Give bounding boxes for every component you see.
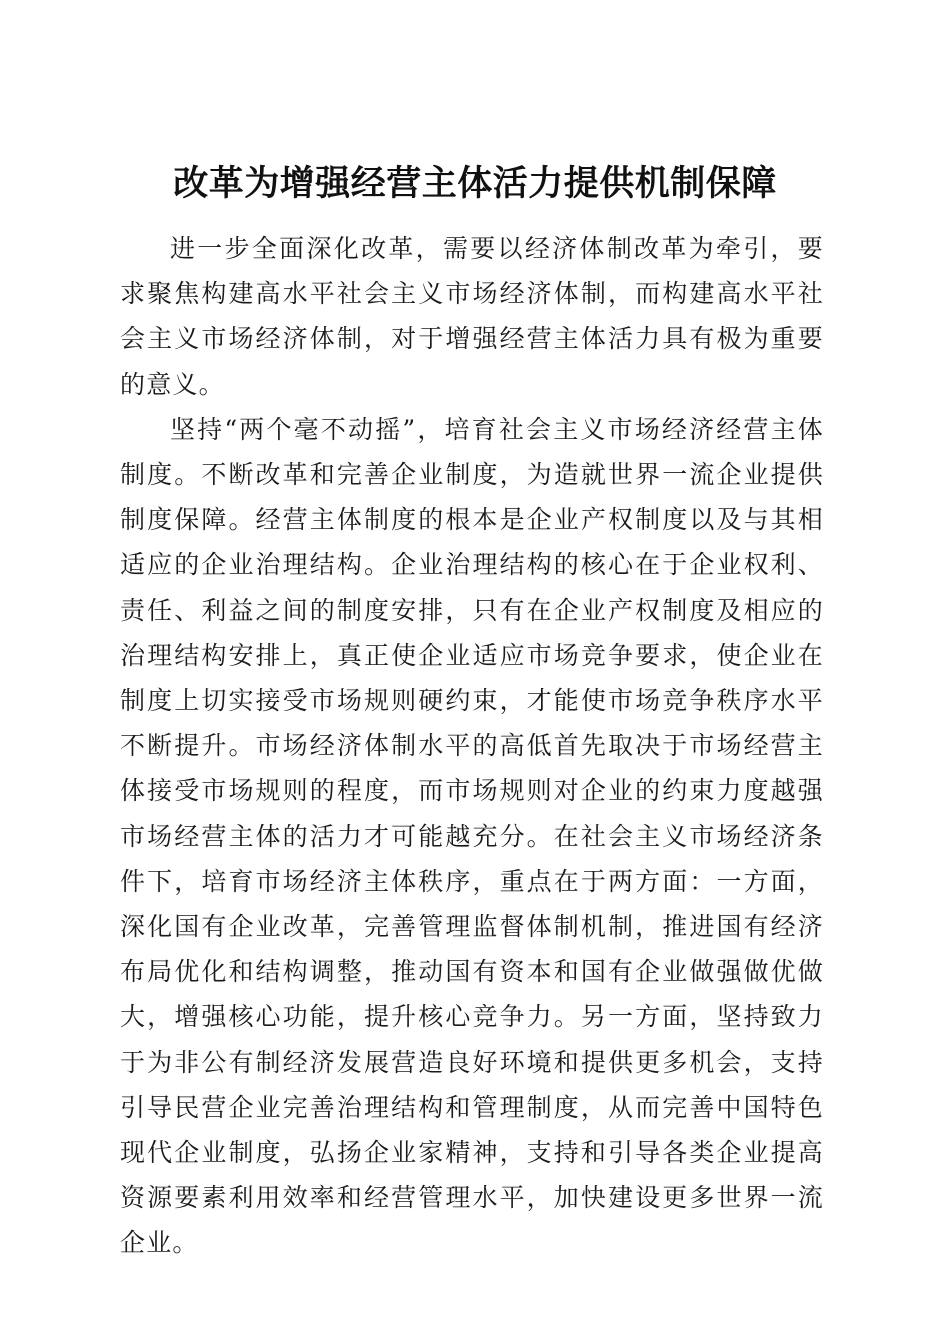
article-body <box>120 226 824 1266</box>
page-title: 改革为增强经营主体活力提供机制保障 <box>173 163 777 205</box>
paragraph-1: 进一步全面深化改革，需要以经济体制改革为牵引，要求聚焦构建高水平社会主义市场经济体制，而构建高水平社会主义市场经济体制，对于增强经营主体活力具有极为重要的意义。 <box>120 234 824 399</box>
paragraph-2: 坚持“两个毫不动摇”，培育社会主义市场经济经营主体制度。不断改革和完善企业制度，为造就世界一流企业提供制度保障。经营主体制度的根本是企业产权制度以及与其相适应的企业治理结构。企业治理结构的核心在于企业权利、责任、利益之间的制度安排，只有在企业产权制度及相应的治理结构安排上，真正使企业适应市场竞争要求，使企业在制度上切实接受市场规则硬约束，才能使市场竞争秩序水平不断提升。市场经济体制水平的高低首先取决于市场经营主体接受市场规则的程度，而市场规则对企业的约束力度越强市场经营主体的活力才可能越充分。在社会主义市场经济条件下，培育市场经济主体秩序，重点在于两方面：一方面，深化国有企业改革，完善管理监督体制机制，推进国有经济布局优化和结构调整，推动国有资本和国有企业做强做优做大，增强核心功能，提升核心竞争力。另一方面，坚持致力于为非公有制经济发展营造良好环境和提供更多机会，支持引导民营企业完善治理结构和管理制度，从而完善中国特色现代企业制度，弘扬企业家精神，支持和引导各类企业提高资源要素利用效率和经营管理水平，加快建设更多世界一流企业。 <box>120 414 824 1258</box>
